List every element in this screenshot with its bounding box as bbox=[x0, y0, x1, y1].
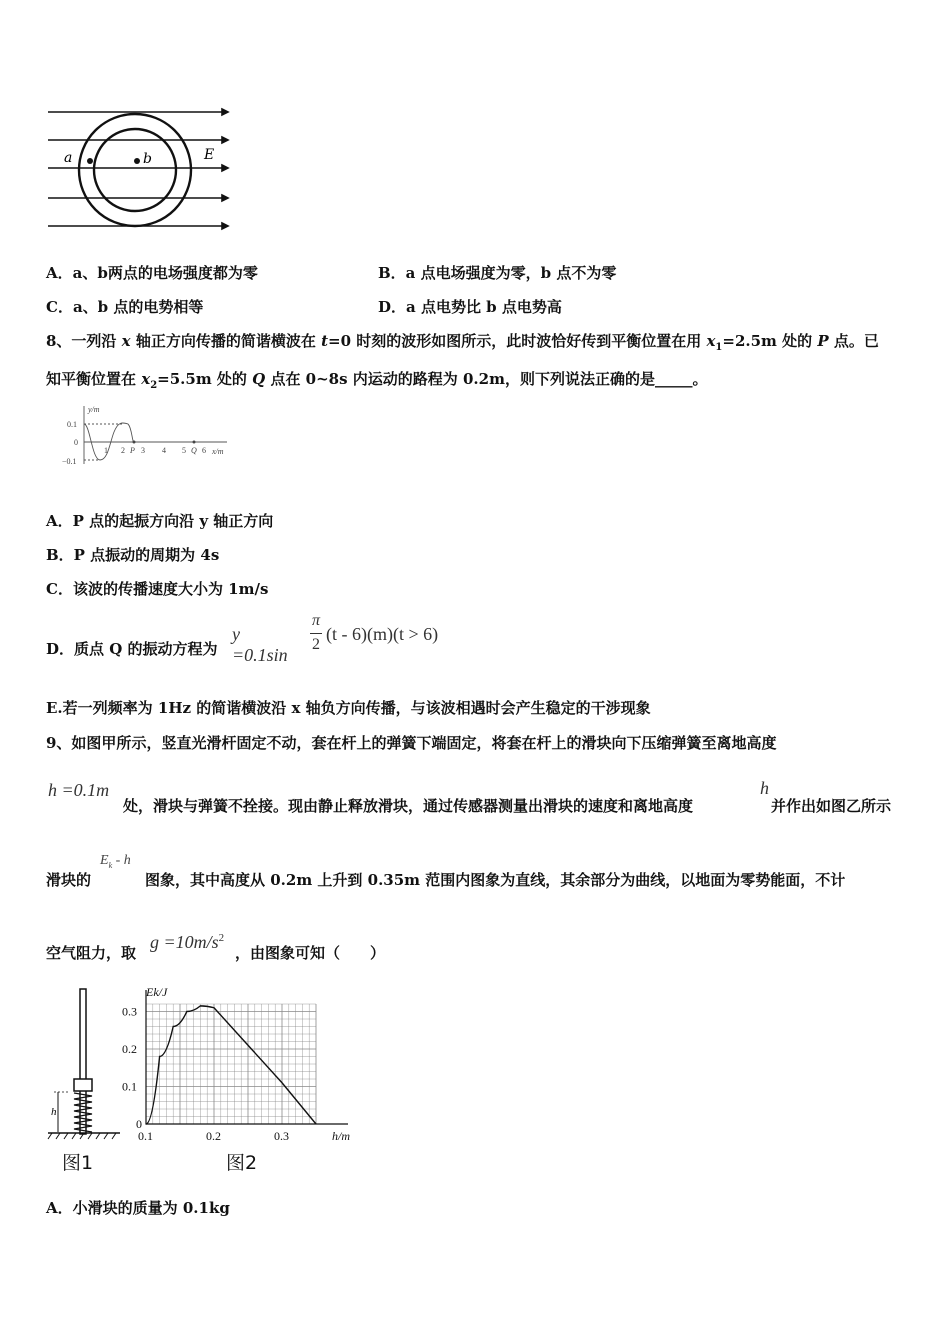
q9-stem-line4-post: ，由图象可知（ ） bbox=[235, 944, 386, 962]
q9-g-formula: $g =10m/s^2$ bbox=[150, 932, 225, 952]
chart-xtick-0.2: 0.2 bbox=[206, 1129, 221, 1143]
svg-text:1: 1 bbox=[104, 446, 108, 455]
q9-ek-formula: $E_k$ - h bbox=[100, 853, 131, 870]
q7-option-b: B．a 点电场强度为零，b 点不为零 bbox=[378, 264, 617, 282]
chart-xtick-0.3: 0.3 bbox=[274, 1129, 289, 1143]
q9-stem-line2: 处，滑块与弹簧不拴接。现由静止释放滑块，通过传感器测量出滑块的速度和离地高度 bbox=[123, 797, 694, 815]
svg-text:P: P bbox=[130, 446, 135, 455]
label-E: E bbox=[204, 147, 215, 163]
svg-text:6: 6 bbox=[202, 446, 206, 455]
chart-axes bbox=[146, 990, 348, 1124]
q9-stem-line3-pre: 滑块的 bbox=[46, 871, 92, 889]
label-b: b bbox=[143, 151, 152, 167]
q8-option-b: B．P 点振动的周期为 4s bbox=[46, 546, 220, 564]
q9-ek-h-chart bbox=[118, 982, 363, 1152]
q7-option-c: C．a、b 点的电势相等 bbox=[46, 298, 204, 316]
q9-apparatus-figure bbox=[44, 985, 124, 1140]
svg-text:0.1: 0.1 bbox=[67, 420, 77, 429]
svg-text:y/m: y/m bbox=[88, 405, 100, 414]
q8-option-a: A．P 点的起振方向沿 y 轴正方向 bbox=[46, 512, 274, 530]
q7-option-a: A．a、b两点的电场强度都为零 bbox=[46, 264, 258, 282]
fig1-caption: 图1 bbox=[62, 1152, 94, 1174]
q8-stem-line2: 知平衡位置在 $x_2=5.5m$ 处的 Q 点在 0~8s 内运动的路程为 0.2m，则下列说法正确的是_____。 bbox=[46, 370, 708, 391]
q9-stem-line2-end: 并作出如图乙所示 bbox=[771, 797, 892, 815]
chart-ytick-0.1: 0.1 bbox=[122, 1079, 137, 1094]
svg-text:3: 3 bbox=[141, 446, 145, 455]
ek-curve bbox=[146, 1006, 316, 1124]
q9-stem-line4-pre: 空气阻力，取 bbox=[46, 944, 137, 962]
svg-text:x/m: x/m bbox=[212, 447, 224, 456]
q8-option-d: D．质点 Q 的振动方程为 bbox=[46, 640, 218, 658]
q9-stem-line1: 9、如图甲所示，竖直光滑杆固定不动，套在杆上的弹簧下端固定，将套在杆上的滑块向下压缩弹簧至离地高度 bbox=[46, 734, 777, 752]
q8-option-c: C．该波的传播速度大小为 1m/s bbox=[46, 580, 269, 598]
q8-stem-line1: 8、一列沿 x 轴正方向传播的简谐横波在 t=0 时刻的波形如图所示，此时波恰好传到平衡位置在用 $x_1=2.5m$ 处的 P 点。已 bbox=[46, 332, 879, 353]
svg-text:5: 5 bbox=[182, 446, 186, 455]
chart-ytick-0.3: 0.3 bbox=[122, 1004, 137, 1019]
q9-stem-line3: 图象，其中高度从 0.2m 上升到 0.35m 范围内图象为直线，其余部分为曲线，以地面为零势能面，不计 bbox=[145, 871, 846, 889]
label-a: a bbox=[64, 150, 73, 166]
svg-text:−0.1: −0.1 bbox=[62, 457, 77, 466]
q8-option-e: E.若一列频率为 1Hz 的简谐横波沿 x 轴负方向传播，与该波相遇时会产生稳定的干涉现象 bbox=[46, 699, 651, 717]
q9-h-symbol: h bbox=[760, 778, 769, 798]
fig2-caption: 图2 bbox=[226, 1152, 258, 1174]
chart-ytick-0.2: 0.2 bbox=[122, 1042, 137, 1056]
chart-xlabel: h/m bbox=[332, 1129, 350, 1143]
q8-wave-graph bbox=[62, 402, 237, 472]
svg-text:0: 0 bbox=[74, 438, 78, 447]
svg-text:2: 2 bbox=[121, 446, 125, 455]
q9-h-formula: h =0.1m bbox=[48, 780, 110, 800]
q7-option-d: D．a 点电势比 b 点电势高 bbox=[378, 298, 562, 316]
fig1-h-label: h bbox=[51, 1106, 57, 1118]
svg-text:4: 4 bbox=[162, 446, 166, 455]
chart-ytick-0: 0 bbox=[136, 1117, 142, 1131]
chart-ylabel: Ek/J bbox=[146, 985, 168, 999]
q9-option-a: A．小滑块的质量为 0.1kg bbox=[46, 1199, 230, 1217]
chart-xtick-0.1: 0.1 bbox=[138, 1129, 153, 1143]
svg-text:Q: Q bbox=[191, 446, 197, 455]
q7-field-figure bbox=[44, 104, 234, 239]
